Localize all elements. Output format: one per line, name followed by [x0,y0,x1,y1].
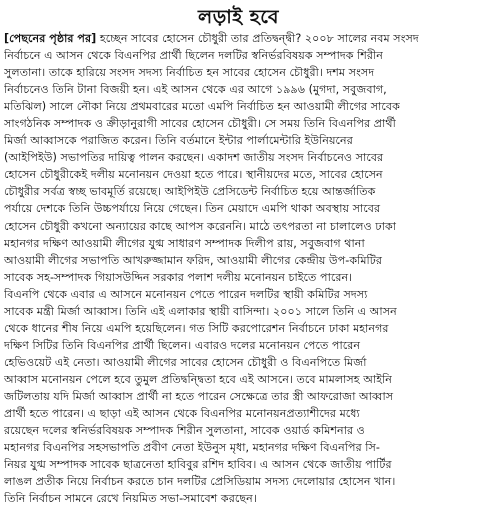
article-line: নির্বাচনে এ আসন থেকে বিএনপির প্রার্থী ছিলেন দলটির স্বনির্ভরবিষয়ক সম্পাদক শিরীন [4,49,383,63]
article-line [4,30,473,47]
article-line: হোসেন চৌধুরী কখনো অন্যায়ের কাছে আপস করেননি। মাঠে তৎপরতা না চালালেও ঢাকা [4,219,397,233]
article-line: দক্ষিণ সিটির তিনি বিএনপির প্রার্থী ছিলেন। এবারও দলের মনোনয়ন পেতে পারেন [4,338,361,352]
article-line: হোসেন চৌধুরীকেই দলীয় মনোনয়ন দেওয়া হতে পারে। স্থানীয়দের মতে, সাবের হোসেন [4,168,383,182]
article-line: মতিঝিল) সালে নৌকা নিয়ে প্রথমবারের মতো এমপি নির্বাচিত হন আওয়ামী লীগের সাবেক [4,100,400,114]
article-body [4,30,473,507]
article-line: সুলতানা। তাকে হারিয়ে সংসদ সদস্য নির্বাচিত হন সাবের হোসেন চৌধুরী। দশম সংসদ [4,66,375,80]
article-line: তিনি নির্বাচন সামনে রেখে নিয়মিত সভা-সমাবেশ করছেন। [4,492,257,506]
continued-from-tag: [পেছনের পৃষ্ঠার পর] [4,32,97,45]
article-line: আব্বাস মনোনয়ন পেলে হবে তুমুল প্রতিদ্বন্দ্বিতা হবে এই আসনে। তবে মামলাসহ আইনি [4,372,392,386]
article-line: থেকে ধানের শীষ নিয়ে এমপি হয়েছিলেন। গত সিটি করপোরেশন নির্বাচনে ঢাকা মহানগর [4,321,389,335]
article-line: সাবেক মন্ত্রী মির্জা আব্বাস। তিনি এই এলাকার স্থায়ী বাসিন্দা। ২০০১ সালে তিনি এ আসন [4,304,397,318]
article-line: সাবেক সহ-সম্পাদক গিয়াসউদ্দিন সরকার পলাশ দলীয় মনোনয়ন চাইতে পারেন। [4,270,353,284]
article-line: জটিলতায় যদি মির্জা আব্বাস প্রার্থী না হতে পারেন সেক্ষেত্রে তার স্ত্রী আফরোজা আব্বাস [4,389,394,403]
article-line: (আইপিইউ) সভাপতির দায়িত্ব পালন করছেন। একাদশ জাতীয় সংসদ নির্বাচনেও সাবের [4,151,384,165]
article-line: প্রার্থী হতে পারেন। এ ছাড়া এই আসন থেকে বিএনপির মনোনয়নপ্রত্যাশীদের মধ্যে [4,407,360,421]
article-line: আওয়ামী লীগের সভাপতি আখরুজ্জামান ফরিদ, আওয়ামী লীগের কেন্দ্রীয় উপ-কমিটির [4,253,383,267]
article-line: নির্বাচনেও তিনি টানা বিজয়ী হন। এই আসন থেকে এর আগে ১৯৯৬ (মুগদা, সবুজবাগ, [4,83,387,97]
article-line: রয়েছেন দলের স্বনির্ভরবিষয়ক সম্পাদক শিরীন সুলতানা, সাবেক ওয়ার্ড কমিশনার ও [4,424,365,438]
article-line-text: হচ্ছেন সাবের হোসেন চৌধুরী তার প্রতিদ্বন্দ্বী? ২০০৮ সালের নবম সংসদ [96,32,419,45]
article-line: সাংগঠনিক সম্পাদক ও ক্রীড়ানুরাগী সাবের হোসেন চৌধুরী। সে সময় তিনি বিএনপির প্রার্থী [4,117,396,131]
article-line: লাঙল প্রতীক নিয়ে নির্বাচন করতে চান দলটির প্রেসিডিয়াম সদস্য দেলোয়ার হোসেন খান। [4,475,396,489]
article-line: মহানগর দক্ষিণ আওয়ামী লীগের যুগ্ম সাধারণ সম্পাদক দিলীপ রায়, সবুজবাগ থানা [4,236,365,250]
article-headline: লড়াই হবে [198,6,279,28]
article-line: মহানগর বিএনপির সহসভাপতি প্রবীণ নেতা ইউনুস মৃধা, মহানগর দক্ষিণ বিএনপির সি- [4,441,380,455]
article-line: মির্জা আব্বাসকে পরাজিত করেন। তিনি বর্তমানে ইন্টার পার্লামেন্টারি ইউনিয়নের [4,134,353,148]
article-line: পর্যায়ে দেশকে তিনি উচ্চপর্যায়ে নিয়ে গেছেন। তিন মেয়াদে এমপি থাকা অবস্থায় সাবের [4,202,381,216]
article-line: নিয়র যুগ্ম সম্পাদক সাবেক ছাত্রনেতা হাবিবুর রশিদ হাবিব। এ আসন থেকে জাতীয় পার্টির [4,458,392,472]
article-line: বিএনপি থেকে এবার এ আসনে মনোনয়ন পেতে পারেন দলটির স্থায়ী কমিটির সদস্য [4,287,368,301]
article-line: হেভিওয়েট এই নেতা। আওয়ামী লীগের সাবের হোসেন চৌধুরী ও বিএনপিতে মির্জা [4,355,367,369]
article-line: চৌধুরীর সর্বত্র স্বচ্ছ ভাবমূর্তি রয়েছে। আইপিইউ প্রেসিডেন্ট নির্বাচিত হয়ে আন্তর্জাতিক [4,185,376,199]
